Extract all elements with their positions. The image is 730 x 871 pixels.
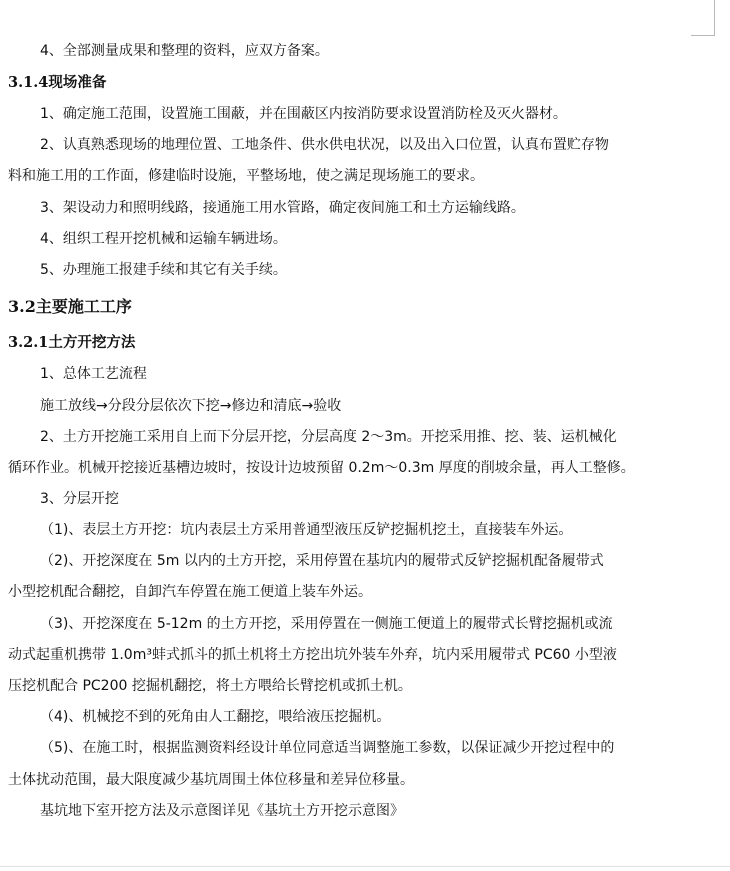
text-line-prep-2-cont: 料和施工用的工作面，修建临时设施，平整场地，使之满足现场施工的要求。 (8, 168, 484, 184)
text-line-monitoring-adjust: （5)、在施工时，根据监测资料经设计单位同意适当调整施工参数，以保证减少开挖过程中的 (40, 740, 615, 756)
text-line-surface-excavation: （1)、表层土方开挖：坑内表层土方采用普通型液压反铲挖掘机挖土，直接装车外运。 (40, 522, 573, 538)
text-line-depth-5m: （2)、开挖深度在 5m 以内的土方开挖，采用停置在基坑内的履带式反铲挖掘机配备履带式 (40, 553, 604, 569)
text-line-excavation-layers: 2、土方开挖施工采用自上而下分层开挖，分层高度 2～3m。开挖采用推、挖、装、运机械化 (40, 429, 617, 445)
section-heading-site-preparation: 3.1.4现场准备 (8, 74, 107, 91)
text-line-depth-5-12m-cont-2: 压挖机配合 PC200 挖掘机翻挖，将土方喂给长臂挖机或抓土机。 (8, 678, 412, 694)
page-bottom-divider (0, 866, 730, 867)
text-line-diagram-reference: 基坑地下室开挖方法及示意图详见《基坑土方开挖示意图》 (40, 803, 404, 819)
text-line-excavation-layers-cont: 循环作业。机械开挖接近基槽边坡时，按设计边坡预留 0.2m～0.3m 厚度的削坡余量，再人工整修。 (8, 460, 635, 476)
text-line-depth-5-12m: （3)、开挖深度在 5-12m 的土方开挖，采用停置在一侧施工便道上的履带式长臂挖掘机或流 (40, 616, 613, 632)
text-line-overall-process: 1、总体工艺流程 (40, 366, 147, 382)
text-line-measurement-archive: 4、全部测量成果和整理的资料，应双方备案。 (40, 43, 329, 59)
section-heading-main-process: 3.2主要施工工序 (8, 297, 132, 316)
text-line-process-flow: 施工放线→分段分层依次下挖→修边和清底→验收 (40, 398, 342, 414)
text-line-layered-excavation: 3、分层开挖 (40, 491, 119, 507)
page-corner-mark (691, 0, 715, 36)
text-line-prep-4: 4、组织工程开挖机械和运输车辆进场。 (40, 231, 287, 247)
text-line-prep-2: 2、认真熟悉现场的地理位置、工地条件、供水供电状况，以及出入口位置，认真布置贮存物 (40, 137, 609, 153)
text-line-depth-5-12m-cont-1: 动式起重机携带 1.0m³蚌式抓斗的抓土机将土方挖出坑外装车外弃，坑内采用履带式 PC60 小型液 (8, 647, 617, 663)
text-line-prep-1: 1、确定施工范围，设置施工围蔽，并在围蔽区内按消防要求设置消防栓及灭火器材。 (40, 106, 567, 122)
section-heading-earthwork-method: 3.2.1土方开挖方法 (8, 334, 136, 351)
text-line-monitoring-adjust-cont: 土体扰动范围，最大限度减少基坑周围土体位移量和差异位移量。 (8, 772, 414, 788)
text-line-prep-3: 3、架设动力和照明线路，接通施工用水管路，确定夜间施工和土方运输线路。 (40, 200, 525, 216)
text-line-prep-5: 5、办理施工报建手续和其它有关手续。 (40, 262, 287, 278)
text-line-depth-5m-cont: 小型挖机配合翻挖，自卸汽车停置在施工便道上装车外运。 (8, 584, 372, 600)
text-line-manual-corners: （4)、机械挖不到的死角由人工翻挖，喂给液压挖掘机。 (40, 709, 391, 725)
